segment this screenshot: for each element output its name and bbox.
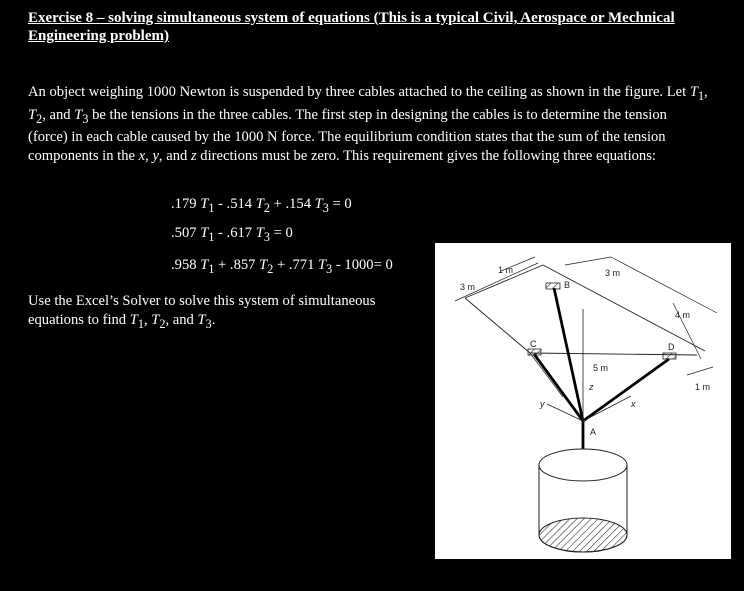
problem-description: An object weighing 1000 Newton is suspended by three cables attached to the ceiling as shown in the figure. Let $T_1$, $T_2$, and $T_3$ be the tensions in the three cables. The first step in designing the cables is to determine the tension (force) in each cable caused by the 1000 N force. The equilibrium condition states that the sum of the tension components in the x, y, and z directions must be zero. This requirement gives the following three equations: xyxy=(28,84,708,164)
axis-z-label: z xyxy=(589,382,594,392)
weight-cylinder xyxy=(539,449,627,552)
anchor-d xyxy=(663,353,676,359)
cable-figure xyxy=(435,243,731,559)
anchor-c xyxy=(528,349,541,355)
dim-1m-right: 1 m xyxy=(695,382,711,392)
dim-5m: 5 m xyxy=(593,363,609,373)
dim-1m-top: 1 m xyxy=(498,265,514,275)
equation-3: .958 $T_1 + .857$ $T_2 + .771$ $T_3 - 1000= 0$ xyxy=(171,257,393,276)
label-a: A xyxy=(590,427,597,437)
axis-x-label: x xyxy=(631,399,636,409)
dimension-lines xyxy=(455,257,717,397)
solver-instruction: Use the Excel’s Solver to solve this system of simultaneous equations to find $T_1$, $T_2$, and $T_3$. xyxy=(28,293,376,331)
exercise-title: Exercise 8 – solving simultaneous system of equations (This is a typical Civil, Aerospace or Mechnical Engineering problem) xyxy=(28,10,675,44)
x-axis xyxy=(583,396,631,421)
cable-diagram xyxy=(435,243,731,559)
equation-2: .507 $T_1 - .617$ $T_3 = 0$ xyxy=(171,225,293,244)
axes xyxy=(547,309,631,421)
anchors xyxy=(528,283,676,359)
axis-y-label: y xyxy=(540,399,545,409)
dim-4m: 4 m xyxy=(675,310,691,320)
label-b: B xyxy=(564,280,571,290)
label-d: D xyxy=(668,342,675,352)
equation-1: .179 $T_1 - .514$ $T_2 + .154$ $T_3 = 0$ xyxy=(171,196,352,215)
dim-3m-left: 3 m xyxy=(460,282,476,292)
label-c: C xyxy=(530,339,537,349)
dim-3m-top: 3 m xyxy=(605,268,621,278)
anchor-b xyxy=(546,283,560,289)
